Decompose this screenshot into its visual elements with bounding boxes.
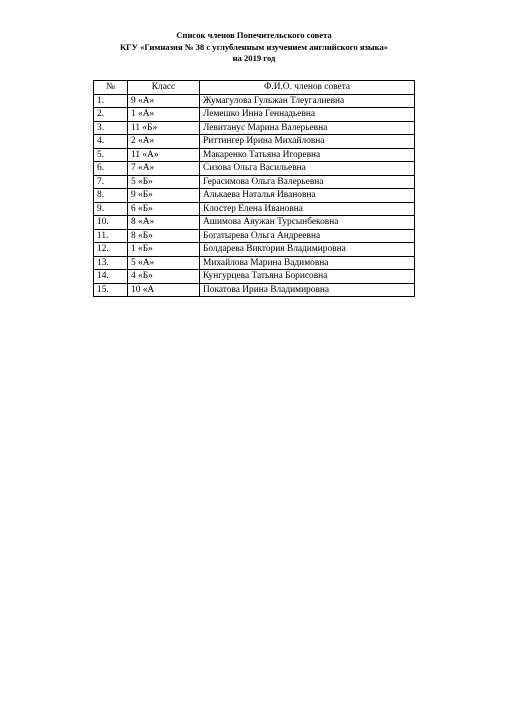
- heading-line-1: Список членов Попечительского совета: [176, 30, 332, 40]
- table-body: [94, 94, 415, 297]
- row-number: 7.: [94, 175, 128, 189]
- table-row: [94, 189, 415, 203]
- header-full-name: Ф.И.О. членов совета: [200, 81, 415, 95]
- header-number: №: [94, 81, 128, 95]
- row-class: 8 «Б»: [128, 229, 200, 243]
- row-number: 9.: [94, 202, 128, 216]
- row-number: 3.: [94, 121, 128, 135]
- table-row: [94, 94, 415, 108]
- table-row: [94, 270, 415, 284]
- table-row: [94, 256, 415, 270]
- row-class: 10 «А: [128, 283, 200, 297]
- row-number: 6.: [94, 162, 128, 176]
- row-number: 10.: [94, 216, 128, 230]
- heading-line-3: на 2019 год: [232, 53, 276, 63]
- row-class: 8 «А»: [128, 216, 200, 230]
- row-number: 12.: [94, 243, 128, 257]
- row-number: 15.: [94, 283, 128, 297]
- row-class: 7 «А»: [128, 162, 200, 176]
- row-class: 2 «А»: [128, 135, 200, 149]
- document-heading: [0, 30, 508, 65]
- row-number: 11.: [94, 229, 128, 243]
- row-full-name: Кунгурцева Татьяна Борисовна: [200, 270, 415, 284]
- row-full-name: Михайлова Марина Вадимовна: [200, 256, 415, 270]
- header-class: Класс: [128, 81, 200, 95]
- row-full-name: Алькаева Наталья Ивановна: [200, 189, 415, 203]
- table-row: [94, 283, 415, 297]
- table-row: [94, 121, 415, 135]
- table-row: [94, 108, 415, 122]
- table-header-row: [94, 81, 415, 95]
- row-number: 4.: [94, 135, 128, 149]
- row-number: 1.: [94, 94, 128, 108]
- row-class: 11 «Б»: [128, 121, 200, 135]
- row-full-name: Покатова Ирина Владимировна: [200, 283, 415, 297]
- row-full-name: Герасимова Ольга Валерьевна: [200, 175, 415, 189]
- row-class: 11 «А»: [128, 148, 200, 162]
- row-full-name: Сизова Ольга Васильевна: [200, 162, 415, 176]
- row-class: 5 «А»: [128, 256, 200, 270]
- table-row: [94, 175, 415, 189]
- row-number: 2.: [94, 108, 128, 122]
- row-class: 9 «А»: [128, 94, 200, 108]
- row-full-name: Макаренко Татьяна Игоревна: [200, 148, 415, 162]
- table-row: [94, 243, 415, 257]
- table-row: [94, 216, 415, 230]
- row-full-name: Клостер Елена Ивановна: [200, 202, 415, 216]
- row-full-name: Риттингер Ирина Михайловна: [200, 135, 415, 149]
- row-class: 1 «А»: [128, 108, 200, 122]
- row-number: 14.: [94, 270, 128, 284]
- row-full-name: Болдарева Виктория Владимировна: [200, 243, 415, 257]
- row-full-name: Ашимова Аяужан Турсынбековна: [200, 216, 415, 230]
- row-class: 9 «Б»: [128, 189, 200, 203]
- row-number: 13.: [94, 256, 128, 270]
- row-number: 5.: [94, 148, 128, 162]
- row-class: 5 «Б»: [128, 175, 200, 189]
- heading-line-2: КГУ «Гимназия № 38 с углубленным изучением английского языка»: [119, 41, 389, 52]
- row-class: 1 «Б»: [128, 243, 200, 257]
- row-full-name: Левитанус Марина Валерьевна: [200, 121, 415, 135]
- row-class: 6 «Б»: [128, 202, 200, 216]
- members-table: [93, 80, 415, 297]
- row-number: 8.: [94, 189, 128, 203]
- table-row: [94, 162, 415, 176]
- table-row: [94, 135, 415, 149]
- table-row: [94, 148, 415, 162]
- row-full-name: Лемешко Инна Геннадьевна: [200, 108, 415, 122]
- table-row: [94, 229, 415, 243]
- row-full-name: Богатырева Ольга Андреевна: [200, 229, 415, 243]
- row-full-name: Жумагулова Гульжан Тлеугалиевна: [200, 94, 415, 108]
- table-row: [94, 202, 415, 216]
- row-class: 4 «Б»: [128, 270, 200, 284]
